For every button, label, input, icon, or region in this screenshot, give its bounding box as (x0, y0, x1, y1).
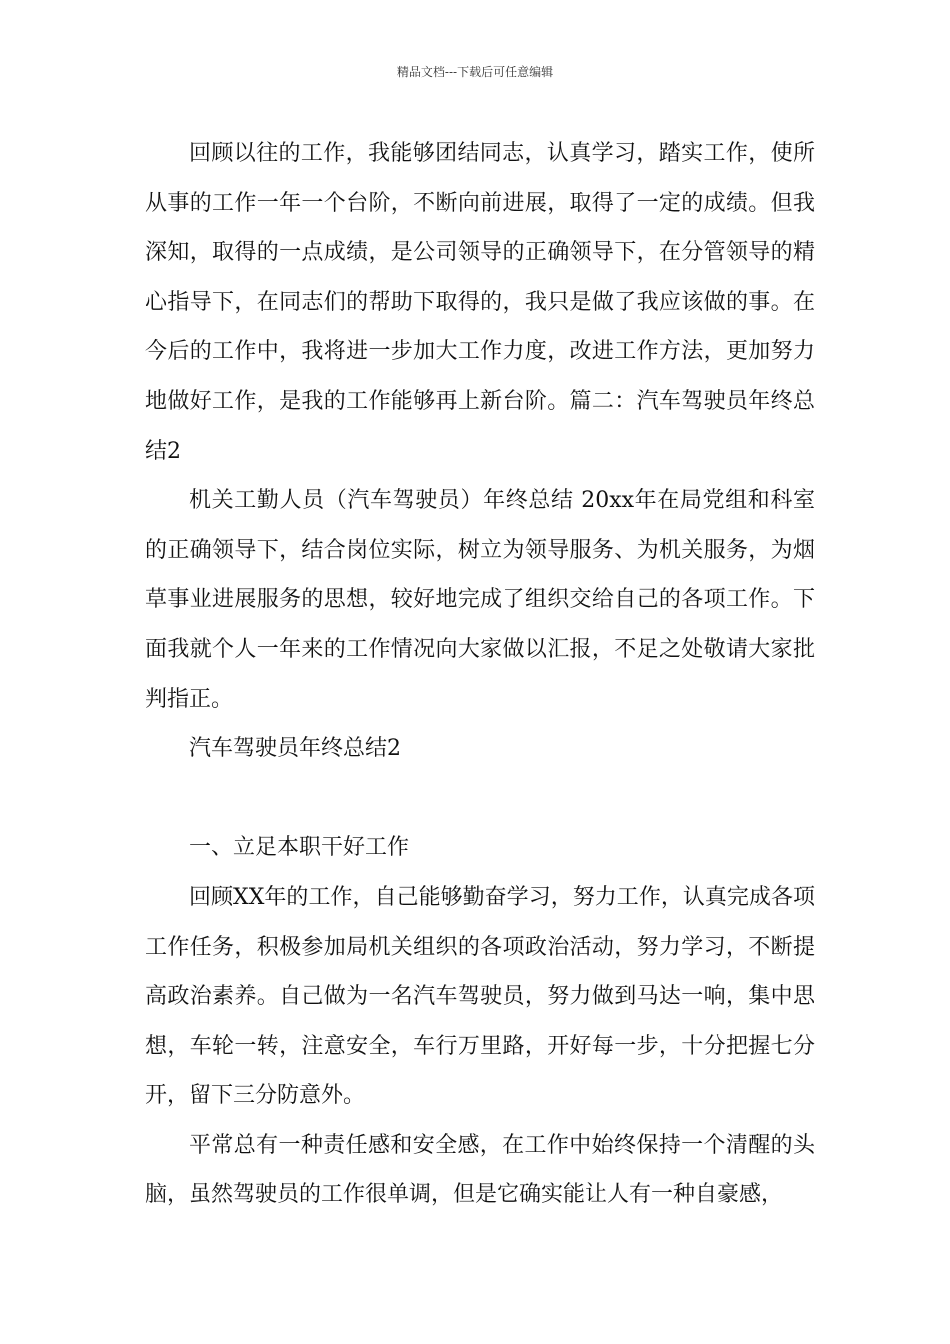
paragraph-work-review: 回顾XX年的工作，自己能够勤奋学习，努力工作，认真完成各项工作任务，积极参加局机关组织的各项政治活动，努力学习，不断提高政治素养。自己做为一名汽车驾驶员，努力做到马达一响，集中思想，车轮一转，注意安全，车行万里路，开好每一步，十分把握七分开，留下三分防意外。 (145, 884, 815, 1109)
page-header: 精品文档---下载后可任意编辑 (396, 65, 554, 79)
document-body (145, 129, 815, 1220)
blank-line (145, 774, 815, 824)
paragraph-intro: 机关工勤人员（汽车驾驶员）年终总结 20xx年在局党组和科室的正确领导下，结合岗位实际，树立为领导服务、为机关服务，为烟草事业进展服务的思想，较好地完成了组织交给自己的各项工作。下面我就个人一年来的工作情况向大家做以汇报，不足之处敬请大家批判指正。 (145, 488, 815, 712)
paragraph-responsibility: 平常总有一种责任感和安全感，在工作中始终保持一个清醒的头脑，虽然驾驶员的工作很单调，但是它确实能让人有一种自豪感， (145, 1132, 815, 1208)
section-subtitle: 汽车驾驶员年终总结2 (189, 736, 401, 762)
paragraph-review: 回顾以往的工作，我能够团结同志，认真学习，踏实工作，使所从事的工作一年一个台阶，不断向前进展，取得了一定的成绩。但我深知，取得的一点成绩，是公司领导的正确领导下，在分管领导的精心指导下，在同志们的帮助下取得的，我只是做了我应该做的事。在今后的工作中，我将进一步加大工作力度，改进工作方法，更加努力地做好工作，是我的工作能够再上新台阶。篇二：汽车驾驶员年终总结2 (145, 141, 815, 464)
section-heading: 一、立足本职干好工作 (189, 835, 410, 861)
